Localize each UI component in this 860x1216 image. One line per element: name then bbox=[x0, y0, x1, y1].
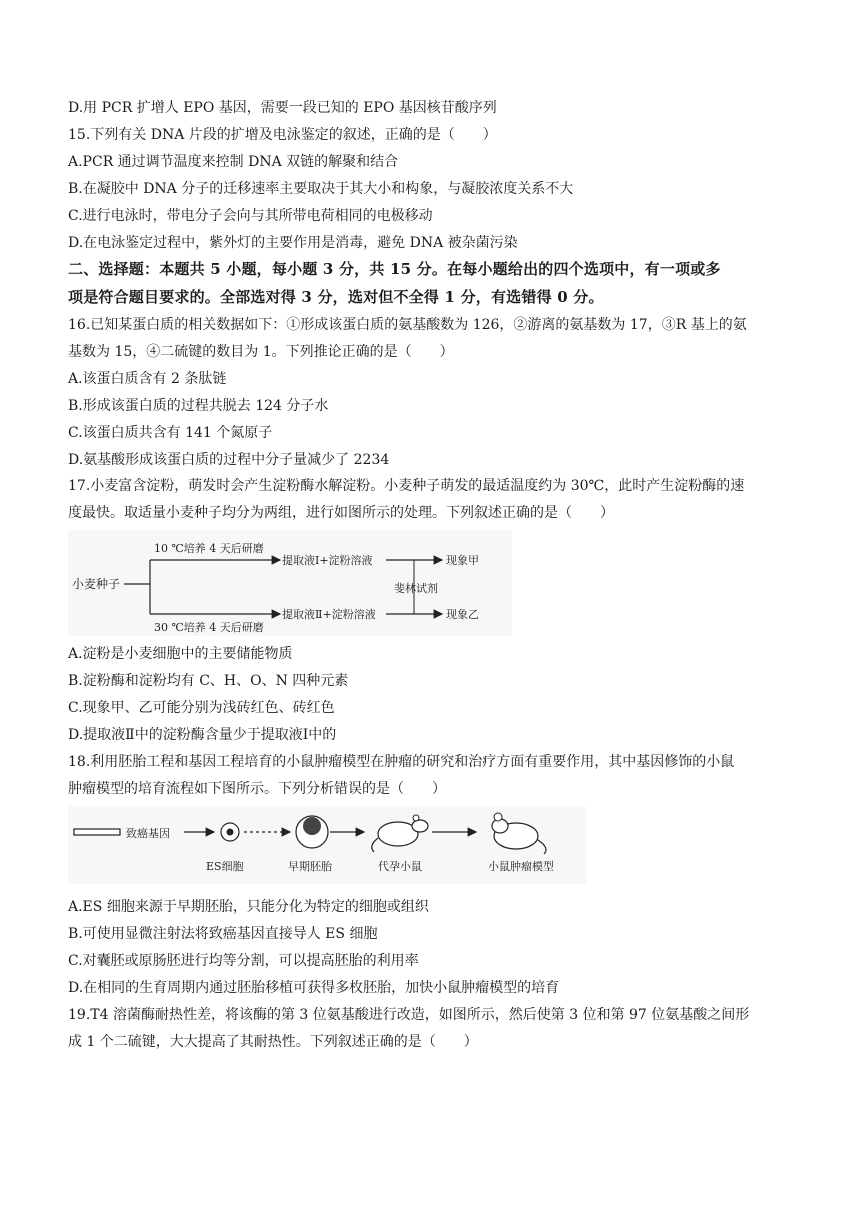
q15-option-b: B.在凝胶中 DNA 分子的迁移速率主要取决于其大小和构象，与凝胶浓度关系不大 bbox=[68, 181, 574, 197]
q17-figure-top-mix: 提取液Ⅰ+淀粉溶液 bbox=[282, 554, 373, 567]
q18-figure-surrogate-label: 代孕小鼠 bbox=[378, 860, 422, 873]
q17-stem-line2: 度最快。取适量小麦种子均分为两组，进行如图所示的处理。下列叙述正确的是（ ） bbox=[68, 505, 614, 521]
q17-experiment-figure bbox=[68, 530, 512, 636]
q18-option-c: C.对囊胚或原肠胚进行均等分割，可以提高胚胎的利用率 bbox=[68, 953, 419, 969]
q15-stem: 15.下列有关 DNA 片段的扩增及电泳鉴定的叙述，正确的是（ ） bbox=[68, 127, 497, 143]
q17-figure-bottom-condition: 30 ℃培养 4 天后研磨 bbox=[154, 621, 264, 634]
q16-option-d: D.氨基酸形成该蛋白质的过程中分子量减少了 2234 bbox=[68, 452, 390, 468]
q14-option-d: D.用 PCR 扩增人 EPO 基因，需要一段已知的 EPO 基因核苷酸序列 bbox=[68, 100, 497, 116]
q17-figure-result-bottom: 现象乙 bbox=[446, 608, 479, 621]
q18-figure-model-label: 小鼠肿瘤模型 bbox=[488, 860, 554, 873]
q18-process-figure bbox=[68, 806, 586, 884]
q18-option-a: A.ES 细胞来源于早期胚胎，只能分化为特定的细胞或组织 bbox=[68, 899, 429, 915]
section2-heading-line2: 项是符合题目要求的。全部选对得 3 分，选对但不全得 1 分，有选错得 0 分。 bbox=[68, 288, 604, 306]
q17-figure-result-top: 现象甲 bbox=[446, 554, 479, 567]
q19-stem-line2: 成 1 个二硫键，大大提高了其耐热性。下列叙述正确的是（ ） bbox=[68, 1034, 478, 1050]
q17-option-c: C.现象甲、乙可能分别为浅砖红色、砖红色 bbox=[68, 700, 335, 716]
q19-stem-line1: 19.T4 溶菌酶耐热性差，将该酶的第 3 位氨基酸进行改造，如图所示，然后使第 3 位和第 97 位氨基酸之间形 bbox=[68, 1007, 750, 1023]
q15-option-d: D.在电泳鉴定过程中，紫外灯的主要作用是消毒，避免 DNA 被杂菌污染 bbox=[68, 235, 518, 251]
q16-option-a: A.该蛋白质含有 2 条肽链 bbox=[68, 371, 227, 387]
q16-option-b: B.形成该蛋白质的过程共脱去 124 分子水 bbox=[68, 398, 329, 414]
q15-option-a: A.PCR 通过调节温度来控制 DNA 双链的解聚和结合 bbox=[68, 154, 399, 170]
q17-option-b: B.淀粉酶和淀粉均有 C、H、O、N 四种元素 bbox=[68, 673, 349, 689]
q18-stem-line2: 肿瘤模型的培育流程如下图所示。下列分析错误的是（ ） bbox=[68, 781, 446, 797]
q17-option-a: A.淀粉是小麦细胞中的主要储能物质 bbox=[68, 646, 293, 662]
q16-stem-line2: 基数为 15，④二硫键的数目为 1。下列推论正确的是（ ） bbox=[68, 344, 454, 360]
q15-option-c: C.进行电泳时，带电分子会向与其所带电荷相同的电极移动 bbox=[68, 208, 433, 224]
q18-figure-gene-bar bbox=[74, 829, 120, 835]
q17-option-d: D.提取液Ⅱ中的淀粉酶含量少于提取液Ⅰ中的 bbox=[68, 727, 337, 743]
q18-figure-early-embryo-label: 早期胚胎 bbox=[288, 860, 332, 873]
q16-option-c: C.该蛋白质共含有 141 个氮原子 bbox=[68, 425, 273, 441]
q18-figure-es-cell-nucleus-icon bbox=[227, 829, 234, 836]
q18-stem-line1: 18.利用胚胎工程和基因工程培育的小鼠肿瘤模型在肿瘤的研究和治疗方面有重要作用，其中基因修饰的小鼠 bbox=[68, 754, 735, 770]
q17-figure-top-condition: 10 ℃培养 4 天后研磨 bbox=[154, 542, 264, 555]
q18-figure-surrogate-mouse-icon bbox=[372, 815, 428, 852]
section2-heading-line1: 二、选择题：本题共 5 小题，每小题 3 分，共 15 分。在每小题给出的四个选项中，有一项或多 bbox=[68, 260, 721, 278]
q18-figure-es-cell-label: ES细胞 bbox=[206, 860, 244, 873]
q18-figure-gene-label: 致癌基因 bbox=[126, 827, 170, 840]
q17-stem-line1: 17.小麦富含淀粉，萌发时会产生淀粉酶水解淀粉。小麦种子萌发的最适温度约为 30℃，此时产生淀粉酶的速 bbox=[68, 478, 745, 494]
q16-stem-line1: 16.已知某蛋白质的相关数据如下：①形成该蛋白质的氨基酸数为 126，②游离的氨基数为 17，③R 基上的氨 bbox=[68, 317, 747, 333]
q17-figure-reagent: 斐林试剂 bbox=[394, 582, 438, 595]
q18-figure-model-mouse-icon bbox=[492, 813, 546, 854]
q17-figure-bottom-mix: 提取液Ⅱ+淀粉溶液 bbox=[282, 608, 376, 621]
q18-option-b: B.可使用显微注射法将致癌基因直接导人 ES 细胞 bbox=[68, 926, 378, 942]
q18-option-d: D.在相同的生育周期内通过胚胎移植可获得多枚胚胎，加快小鼠肿瘤模型的培育 bbox=[68, 980, 560, 996]
q18-figure-inner-cell-mass-icon bbox=[303, 817, 321, 835]
q17-figure-source-label: 小麦种子 bbox=[72, 577, 121, 591]
